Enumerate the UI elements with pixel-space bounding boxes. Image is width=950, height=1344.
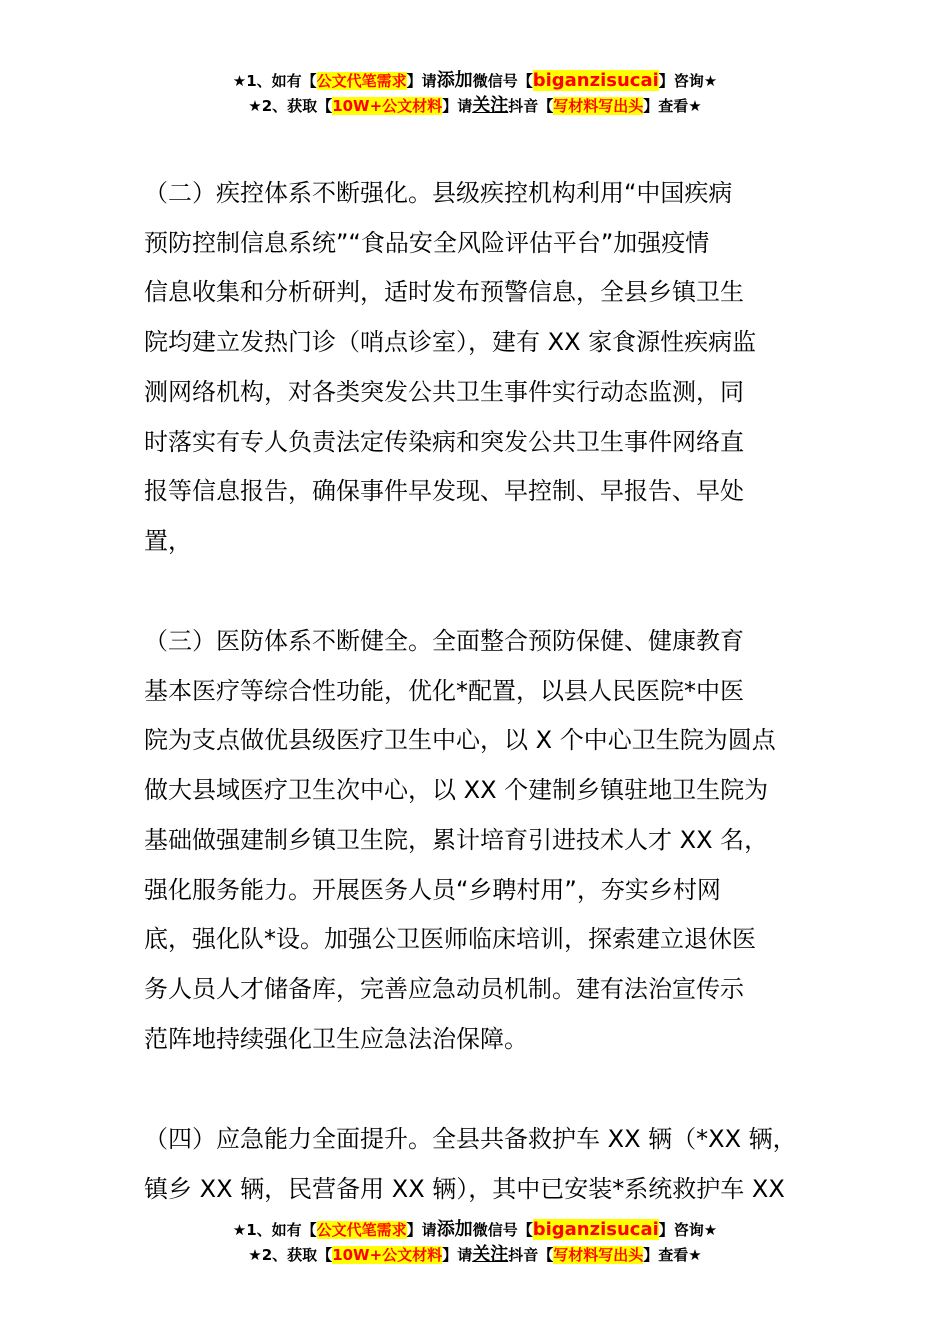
paragraph-line: 报等信息报告，确保事件早发现、早控制、早报告、早处 (144, 477, 744, 506)
paragraph-line: （四）应急能力全面提升。全县共备救护车 XX 辆（*XX 辆， (144, 1125, 797, 1153)
paragraph-line: 基础做强建制乡镇卫生院，累计培育引进技术人才 XX 名， (144, 825, 769, 854)
paragraph-line: 测网络机构，对各类突发公共卫生事件实行动态监测，同 (144, 377, 744, 406)
banner-emphasis: 关注 (472, 95, 509, 116)
banner-text: 】咨询★ (658, 72, 718, 90)
banner-text: 微信号【 (472, 1221, 533, 1239)
banner-text: 】请 (442, 97, 473, 115)
banner-emphasis: 添加 (436, 1219, 473, 1240)
paragraph-line: 镇乡 XX 辆，民营备用 XX 辆），其中已安装*系统救护车 XX (144, 1174, 785, 1203)
banner-highlight-wechat-id: biganzisucai (532, 70, 659, 91)
banner-text: 抖音【 (508, 97, 554, 115)
paragraph-line: （二）疾控体系不断强化。县级疾控机构利用“中国疾病 (144, 179, 733, 207)
paragraph-line: 范阵地持续强化卫生应急法治保障。 (144, 1024, 528, 1053)
paragraph-line: 时落实有专人负责法定传染病和突发公共卫生事件网络直 (144, 427, 744, 456)
banner-text: ★2、获取【 (248, 97, 333, 115)
banner-highlight: 10W+公文材料 (332, 1246, 443, 1264)
banner-highlight-douyin: 写材料写出头 (553, 97, 644, 115)
banner-text: 】查看★ (643, 97, 702, 115)
banner-emphasis: 关注 (472, 1244, 509, 1265)
banner-text: 】请 (406, 72, 437, 90)
banner-text: 】查看★ (643, 1246, 702, 1264)
banner-text: ★1、如有【 (232, 72, 317, 90)
banner-text: 抖音【 (508, 1246, 554, 1264)
banner-highlight-wechat-id: biganzisucai (532, 1219, 659, 1240)
banner-text: 微信号【 (472, 72, 533, 90)
banner-text: ★2、获取【 (248, 1246, 333, 1264)
paragraph-4 (144, 1115, 814, 1214)
paragraph-line: 务人员人才储备库，完善应急动员机制。建有法治宣传示 (144, 974, 744, 1003)
paragraph-line: 基本医疗等综合性功能，优化*配置，以县人民医院*中医 (144, 676, 744, 705)
paragraph-3 (144, 617, 814, 1064)
paragraph-line: 院为支点做优县级医疗卫生中心，以 X 个中心卫生院为圆点 (144, 726, 776, 755)
banner-emphasis: 添加 (436, 70, 473, 91)
paragraph-line: 预防控制信息系统”“食品安全风险评估平台”加强疫情 (144, 228, 710, 257)
paragraph-line: 做大县域医疗卫生次中心，以 XX 个建制乡镇驻地卫生院为 (144, 776, 769, 805)
paragraph-2 (144, 169, 814, 567)
banner-highlight: 公文代笔需求 (316, 72, 407, 90)
banner-text: 】请 (406, 1221, 437, 1239)
banner-text: ★1、如有【 (232, 1221, 317, 1239)
paragraph-line: 信息收集和分析研判，适时发布预警信息，全县乡镇卫生 (144, 278, 744, 307)
paragraph-line: 院均建立发热门诊（哨点诊室），建有 XX 家食源性疾病监 (144, 328, 757, 357)
banner-highlight: 公文代笔需求 (316, 1221, 407, 1239)
paragraph-line: 置， (144, 526, 192, 555)
banner-highlight-douyin: 写材料写出头 (553, 1246, 644, 1264)
banner-highlight: 10W+公文材料 (332, 97, 443, 115)
paragraph-line: 底，强化队*设。加强公卫医师临床培训，探索建立退休医 (144, 925, 756, 954)
bottom-banner-line-2 (0, 1245, 950, 1265)
banner-text: 】请 (442, 1246, 473, 1264)
bottom-banner-line-1 (0, 1220, 950, 1240)
banner-text: 】咨询★ (658, 1221, 718, 1239)
paragraph-line: 强化服务能力。开展医务人员“乡聘村用”，夯实乡村网 (144, 875, 721, 904)
paragraph-line: （三）医防体系不断健全。全面整合预防保健、健康教育 (144, 627, 744, 655)
top-banner-line-1 (0, 71, 950, 91)
top-banner-line-2 (0, 96, 950, 116)
